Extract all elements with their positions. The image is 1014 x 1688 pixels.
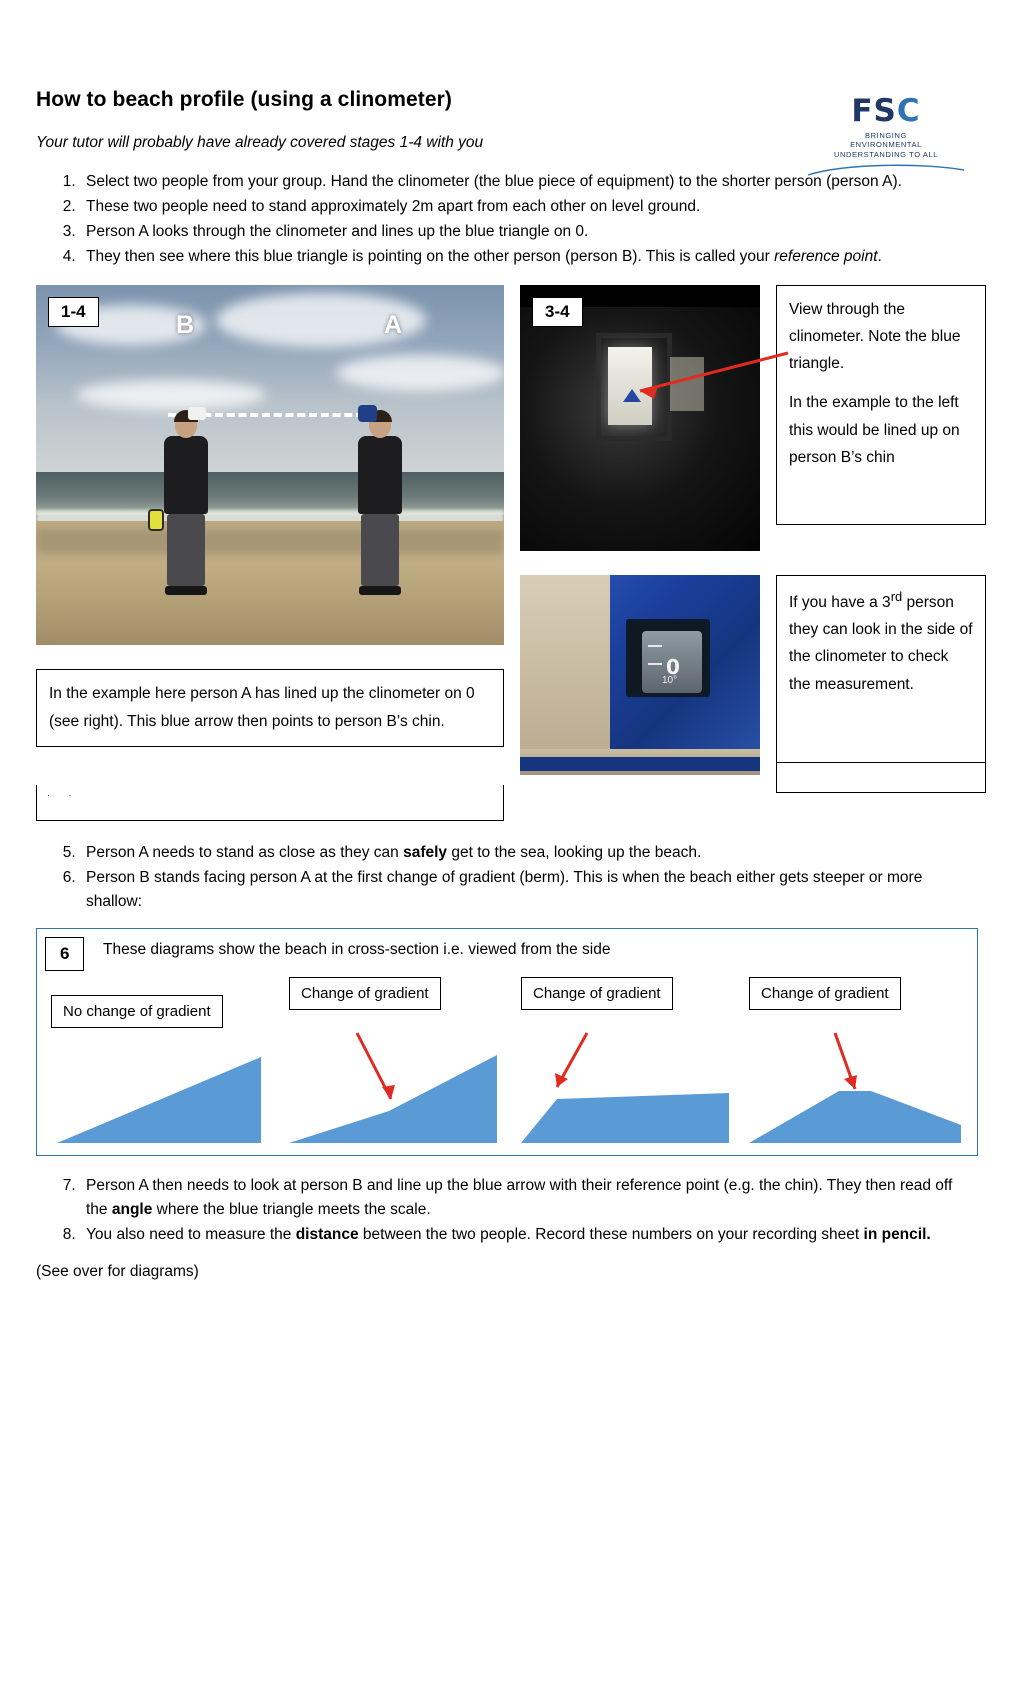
person-a-figure — [358, 412, 402, 595]
steps-list-first — [36, 170, 978, 269]
logo-wordmark: FSC — [851, 93, 921, 129]
diagram-label-3: Change of gradient — [749, 977, 901, 1010]
cross-section-diagram-panel — [36, 928, 978, 1156]
diagram-label-2: Change of gradient — [521, 977, 673, 1010]
figure-area — [36, 285, 978, 825]
callout-view-para1: View through the clinometer. Note the blue triangle. — [789, 301, 961, 373]
diagram-shape-change-1 — [283, 1025, 503, 1149]
callout-third-person — [776, 575, 986, 763]
clinometer-side-window — [626, 619, 710, 697]
logo-tagline — [806, 131, 966, 159]
callout-view-through-clinometer — [776, 285, 986, 525]
clinometer-device — [358, 405, 377, 422]
logo-swoosh-icon — [806, 161, 966, 177]
callout-left-extension: . . — [36, 785, 504, 821]
diagram-shape-change-2 — [515, 1025, 735, 1149]
photo-desk-left — [520, 575, 610, 775]
callout-third-person-text: If you have a 3rd person they can look in the side of the clinometer to check the measurement. — [789, 589, 973, 693]
steps-list-second-part1 — [36, 841, 978, 914]
list-item: 3. Person A looks through the clinometer and lines up the blue triangle on 0. — [80, 220, 978, 244]
page-subtitle: Your tutor will probably have already covered stages 1-4 with you — [36, 134, 484, 151]
person-a-legs — [361, 514, 399, 586]
person-b-hand-object — [188, 407, 206, 420]
scale-zero-value: 0 — [666, 655, 680, 680]
figure-tag-3-4: 3-4 — [532, 297, 583, 327]
scale-ten-value: 10° — [662, 675, 678, 687]
photo-sea — [36, 472, 504, 515]
list-item: 4. They then see where this blue triangle is pointing on the other person (person B). This is called your reference point. — [80, 245, 978, 269]
person-b-shoes — [165, 586, 207, 595]
cloud-shape — [336, 355, 504, 391]
list-item: 8. You also need to measure the distance between the two people. Record these numbers on your recording sheet in pencil. — [80, 1223, 978, 1247]
list-item: 2. These two people need to stand approximately 2m apart from each other on level ground. — [80, 195, 978, 219]
document-page — [0, 88, 1014, 1688]
callout-arrow-icon — [616, 345, 792, 405]
callout-left-explanation: In the example here person A has lined up the clinometer on 0 (see right). This blue arrow then points to person B’s chin. — [36, 669, 504, 747]
scale-tick — [648, 663, 662, 665]
person-b-figure — [164, 412, 208, 595]
callout-view-para2: In the example to the left this would be lined up on person B’s chin — [789, 394, 960, 466]
diagram-shape-no-change — [51, 1039, 267, 1149]
person-b-label: B — [176, 311, 195, 340]
list-item: 1. Select two people from your group. Hand the clinometer (the blue piece of equipment) to the shorter person (person A). — [80, 170, 978, 194]
person-b-legs — [167, 514, 205, 586]
footer-note: (See over for diagrams) — [36, 1263, 199, 1281]
cloud-shape — [76, 380, 266, 410]
list-item: 5. Person A needs to stand as close as they can safely get to the sea, looking up the beach. — [80, 841, 978, 865]
logo-tagline-line3: UNDERSTANDING TO ALL — [833, 149, 939, 159]
person-a-shoes — [359, 586, 401, 595]
photo-sand-shadow — [36, 530, 504, 555]
callout-third-person-extension — [776, 763, 986, 793]
logo-tagline-line1: BRINGING — [865, 131, 907, 140]
person-a-body — [358, 436, 402, 514]
list-item: 6. Person B stands facing person A at the first change of gradient (berm). This is when the beach either gets steeper or more shallow: — [80, 866, 978, 914]
steps-list-second-part2 — [36, 1174, 978, 1247]
beach-photo — [36, 285, 504, 645]
scale-tick — [648, 645, 662, 647]
clinometer-bottom-stripe — [520, 757, 760, 771]
diagram-label-0: No change of gradient — [51, 995, 223, 1028]
fsc-logo — [806, 93, 966, 182]
diagram-shape-change-3 — [743, 1025, 967, 1149]
person-a-label: A — [384, 311, 403, 340]
tape-measure — [148, 509, 164, 531]
diagram-caption: These diagrams show the beach in cross-section i.e. viewed from the side — [103, 941, 611, 959]
clinometer-closeup-photo — [520, 575, 760, 775]
figure-tag-6: 6 — [45, 937, 84, 971]
list-item: 7. Person A then needs to look at person B and line up the blue arrow with their reference point (e.g. the chin). They then read off the angle where the blue triangle meets the scale. — [80, 1174, 978, 1222]
page-title: How to beach profile (using a clinometer) — [36, 88, 452, 111]
person-b-body — [164, 436, 208, 514]
logo-tagline-line2: ENVIRONMENTAL — [850, 140, 922, 150]
figure-tag-1-4: 1-4 — [48, 297, 99, 327]
diagram-label-1: Change of gradient — [289, 977, 441, 1010]
clinometer-scale-dial — [642, 631, 702, 693]
